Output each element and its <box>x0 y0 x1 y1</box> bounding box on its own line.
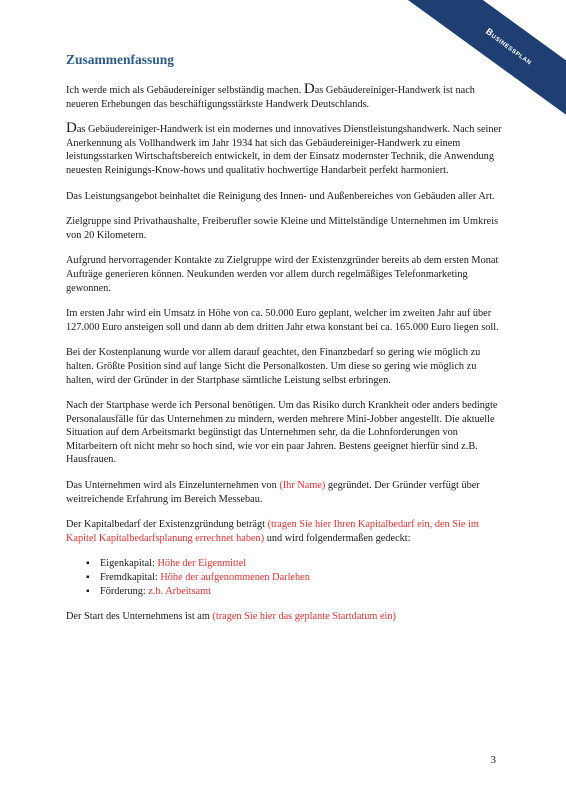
list-value: z.b. Arbeitsamt <box>148 585 211 597</box>
paragraph-personal: Nach der Startphase werde ich Personal benötigen. Um das Risiko durch Krankheit oder anders bedingte Personalausfälle für das Unternehmen zu mindern, werden mehrere Mini-Jobber angestellt. Die aktuelle Situation auf dem Arbeitsmarkt begünstigt das Unternehmen sehr, da die Lohnforderungen von Mitarbeitern oft nicht mehr so hoch sind, wie vor ein paar Jahren. Bestens geeignet hierfür sind z.B. Hausfrauen. <box>66 400 498 466</box>
paragraph-kostenplanung: Bei der Kostenplanung wurde vor allem darauf geachtet, den Finanzbedarf so gering wie möglich zu halten. Größte Position sind auf lange Sicht die Personalkosten. Um diese so gering wie möglich zu halten, wird der Gründer in der Startphase sämtliche Leistung selbst erbringen. <box>66 347 481 386</box>
paragraph-kapitalbedarf <box>66 518 506 545</box>
placeholder-name: (Ihr Name) <box>279 480 326 492</box>
text: gegründet. Der Gründer verfügt über weitreichende Erfahrung im Bereich Messebau. <box>66 480 480 505</box>
drop-cap: D <box>66 120 77 137</box>
text: as Gebäudereiniger-Handwerk ist ein modernes und innovatives Dienstleistungshandwerk. Nach seiner Anerkennung als Vollhandwerk im Jahr 1934 hat sich das Gebäudereiniger-Handwerk zu einem leistungsstarken Wirtschaftsbereich entwickelt, in dem der Einsatz modernster Technik, die Anwendung neuesten Reinigungs-Know-hows und qualitativ hochwertige Handarbeit perfekt harmoniert. <box>66 124 502 176</box>
text: Ich werde mich als Gebäudereiniger selbständig machen. <box>66 85 302 96</box>
paragraph-umsatz: Im ersten Jahr wird ein Umsatz in Höhe von ca. 50.000 Euro geplant, welcher im zweiten Jahr auf über 127.000 Euro ansteigen soll und dann ab dem dritten Jahr etwa konstant bei ca. 165.000 Euro liegen soll. <box>66 308 499 333</box>
text: Das Unternehmen wird als Einzelunternehmen von <box>66 480 280 492</box>
text: und wird folgendermaßen gedeckt: <box>264 532 411 544</box>
page-number: 3 <box>490 754 496 766</box>
list-label: Eigenkapital: <box>100 558 158 570</box>
paragraph-intro <box>66 81 506 111</box>
paragraph-kontakte: Aufgrund hervorragender Kontakte zu Zielgruppe wird der Existenzgründer bereits ab dem ersten Monat Aufträge generieren können. Neukunden werden vor allem durch regelmäßiges Telefonmarketing gewonnen. <box>66 255 499 294</box>
list-item <box>100 571 506 585</box>
placeholder-startdatum: (tragen Sie hier das geplante Startdatum ein) <box>212 611 396 623</box>
paragraph-zielgruppe: Zielgruppe sind Privathaushalte, Freiberufler sowie Kleine und Mittelständige Unternehmen im Umkreis von 20 Kilometern. <box>66 216 499 241</box>
list-label: Fremdkapital: <box>100 572 161 584</box>
list-label: Förderung: <box>100 585 149 597</box>
paragraph-leistungsangebot: Das Leistungsangebot beinhaltet die Reinigung des Innen- und Außenbereiches von Gebäuden aller Art. <box>66 190 495 202</box>
section-heading: Zusammenfassung <box>66 52 175 67</box>
page-content <box>66 52 506 636</box>
paragraph-start <box>66 610 506 624</box>
list-item <box>100 585 506 599</box>
list-item <box>100 557 506 571</box>
text: Der Kapitalbedarf der Existenzgründung beträgt <box>66 519 268 531</box>
placeholder-kapitalbedarf: (tragen Sie hier Ihren Kapitalbedarf ein, den Sie im Kapitel Kapitalbedarfsplanung errechnet haben) <box>66 519 479 544</box>
paragraph-handwerk <box>66 120 506 177</box>
drop-cap: D <box>303 81 315 97</box>
list-value: Höhe der Eigenmittel <box>157 558 247 570</box>
paragraph-rechtsform <box>66 479 506 506</box>
ribbon-label: Businessplan <box>483 26 535 67</box>
text: Der Start des Unternehmens ist am <box>66 611 213 623</box>
financing-list <box>66 557 506 598</box>
text: as Gebäudereiniger-Handwerk ist nach neueren Erhebungen das beschäftigungsstärkste Handwerk Deutschlands. <box>66 85 475 110</box>
list-value: Höhe der aufgenommenen Darlehen <box>160 572 310 584</box>
